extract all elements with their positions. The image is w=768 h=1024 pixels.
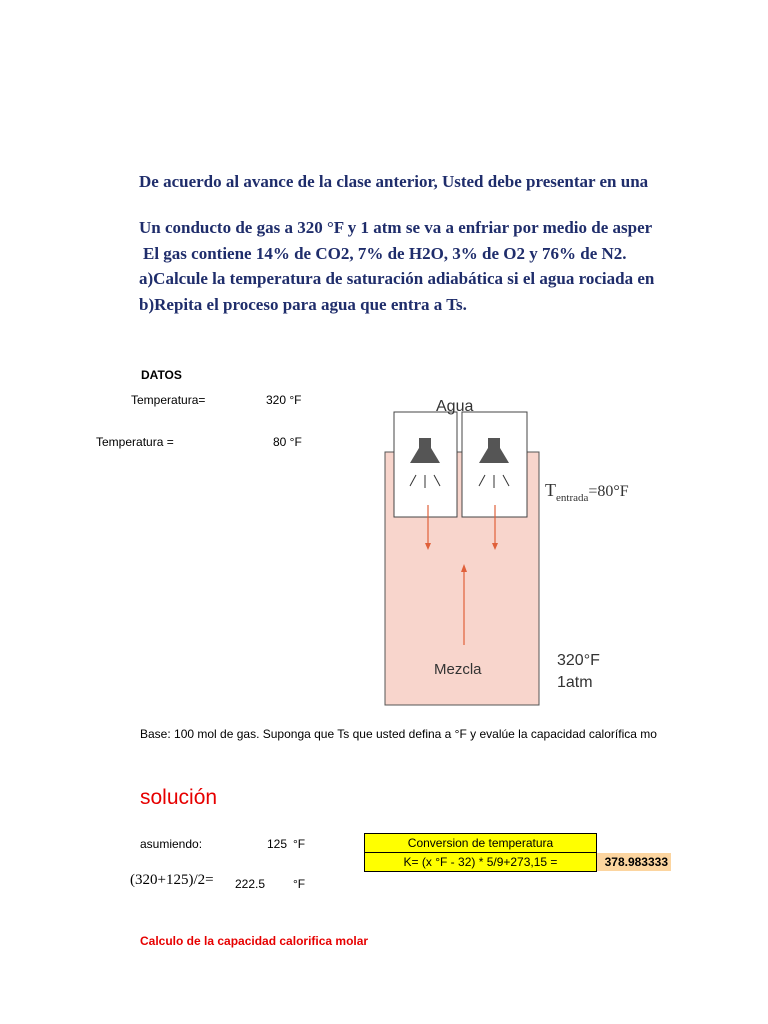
t-subscript: entrada [556, 492, 589, 504]
t-value: =80°F [588, 483, 629, 500]
conversion-formula: K= (x °F - 32) * 5/9+273,15 = [364, 852, 597, 872]
mezcla-label: Mezcla [434, 661, 482, 678]
spray-box-right [462, 412, 527, 517]
problem-line-3: a)Calcule la temperatura de saturación adiabática si el agua rociada en [139, 269, 655, 288]
conversion-header: Conversion de temperatura [364, 833, 597, 853]
problem-line-1: Un conducto de gas a 320 °F y 1 atm se va a enfriar por medio de asper [139, 218, 653, 237]
adiabatic-saturation-diagram [380, 390, 660, 710]
average-expression: (320+125)/2= [130, 872, 214, 888]
problem-line-2: El gas contiene 14% de CO2, 7% de H2O, 3% de O2 y 76% de N2. [143, 244, 627, 263]
solucion-title: solución [140, 786, 218, 809]
intro-line: De acuerdo al avance de la clase anterior, Usted debe presentar en una [139, 172, 649, 191]
problem-line-4: b)Repita el proceso para agua que entra a Ts. [139, 295, 467, 314]
conversion-result: 378.983333 [597, 853, 671, 871]
gas-pressure-label: 1atm [557, 674, 593, 691]
average-value: 222.5 [235, 877, 266, 891]
datos-row1-value: 320 °F [266, 393, 302, 407]
datos-row1-label: Temperatura= [131, 393, 206, 407]
average-unit: °F [293, 877, 306, 891]
agua-label: Agua [436, 398, 474, 415]
t-entrada-label [545, 480, 629, 504]
asumiendo-unit: °F [293, 837, 306, 851]
datos-row2-value: 80 °F [273, 435, 302, 449]
calc-title: Calculo de la capacidad calorifica molar [140, 934, 369, 948]
datos-row2-label: Temperatura = [96, 435, 174, 449]
asumiendo-label: asumiendo: [140, 837, 203, 851]
t-main: T [545, 480, 556, 500]
gas-temperature-label: 320°F [557, 652, 600, 669]
base-text: Base: 100 mol de gas. Suponga que Ts que usted defina a °F y evalúe la capacidad calorífica mo [140, 727, 657, 741]
spray-box-left [394, 412, 457, 517]
asumiendo-value: 125 [267, 837, 288, 851]
datos-title: DATOS [141, 368, 182, 382]
